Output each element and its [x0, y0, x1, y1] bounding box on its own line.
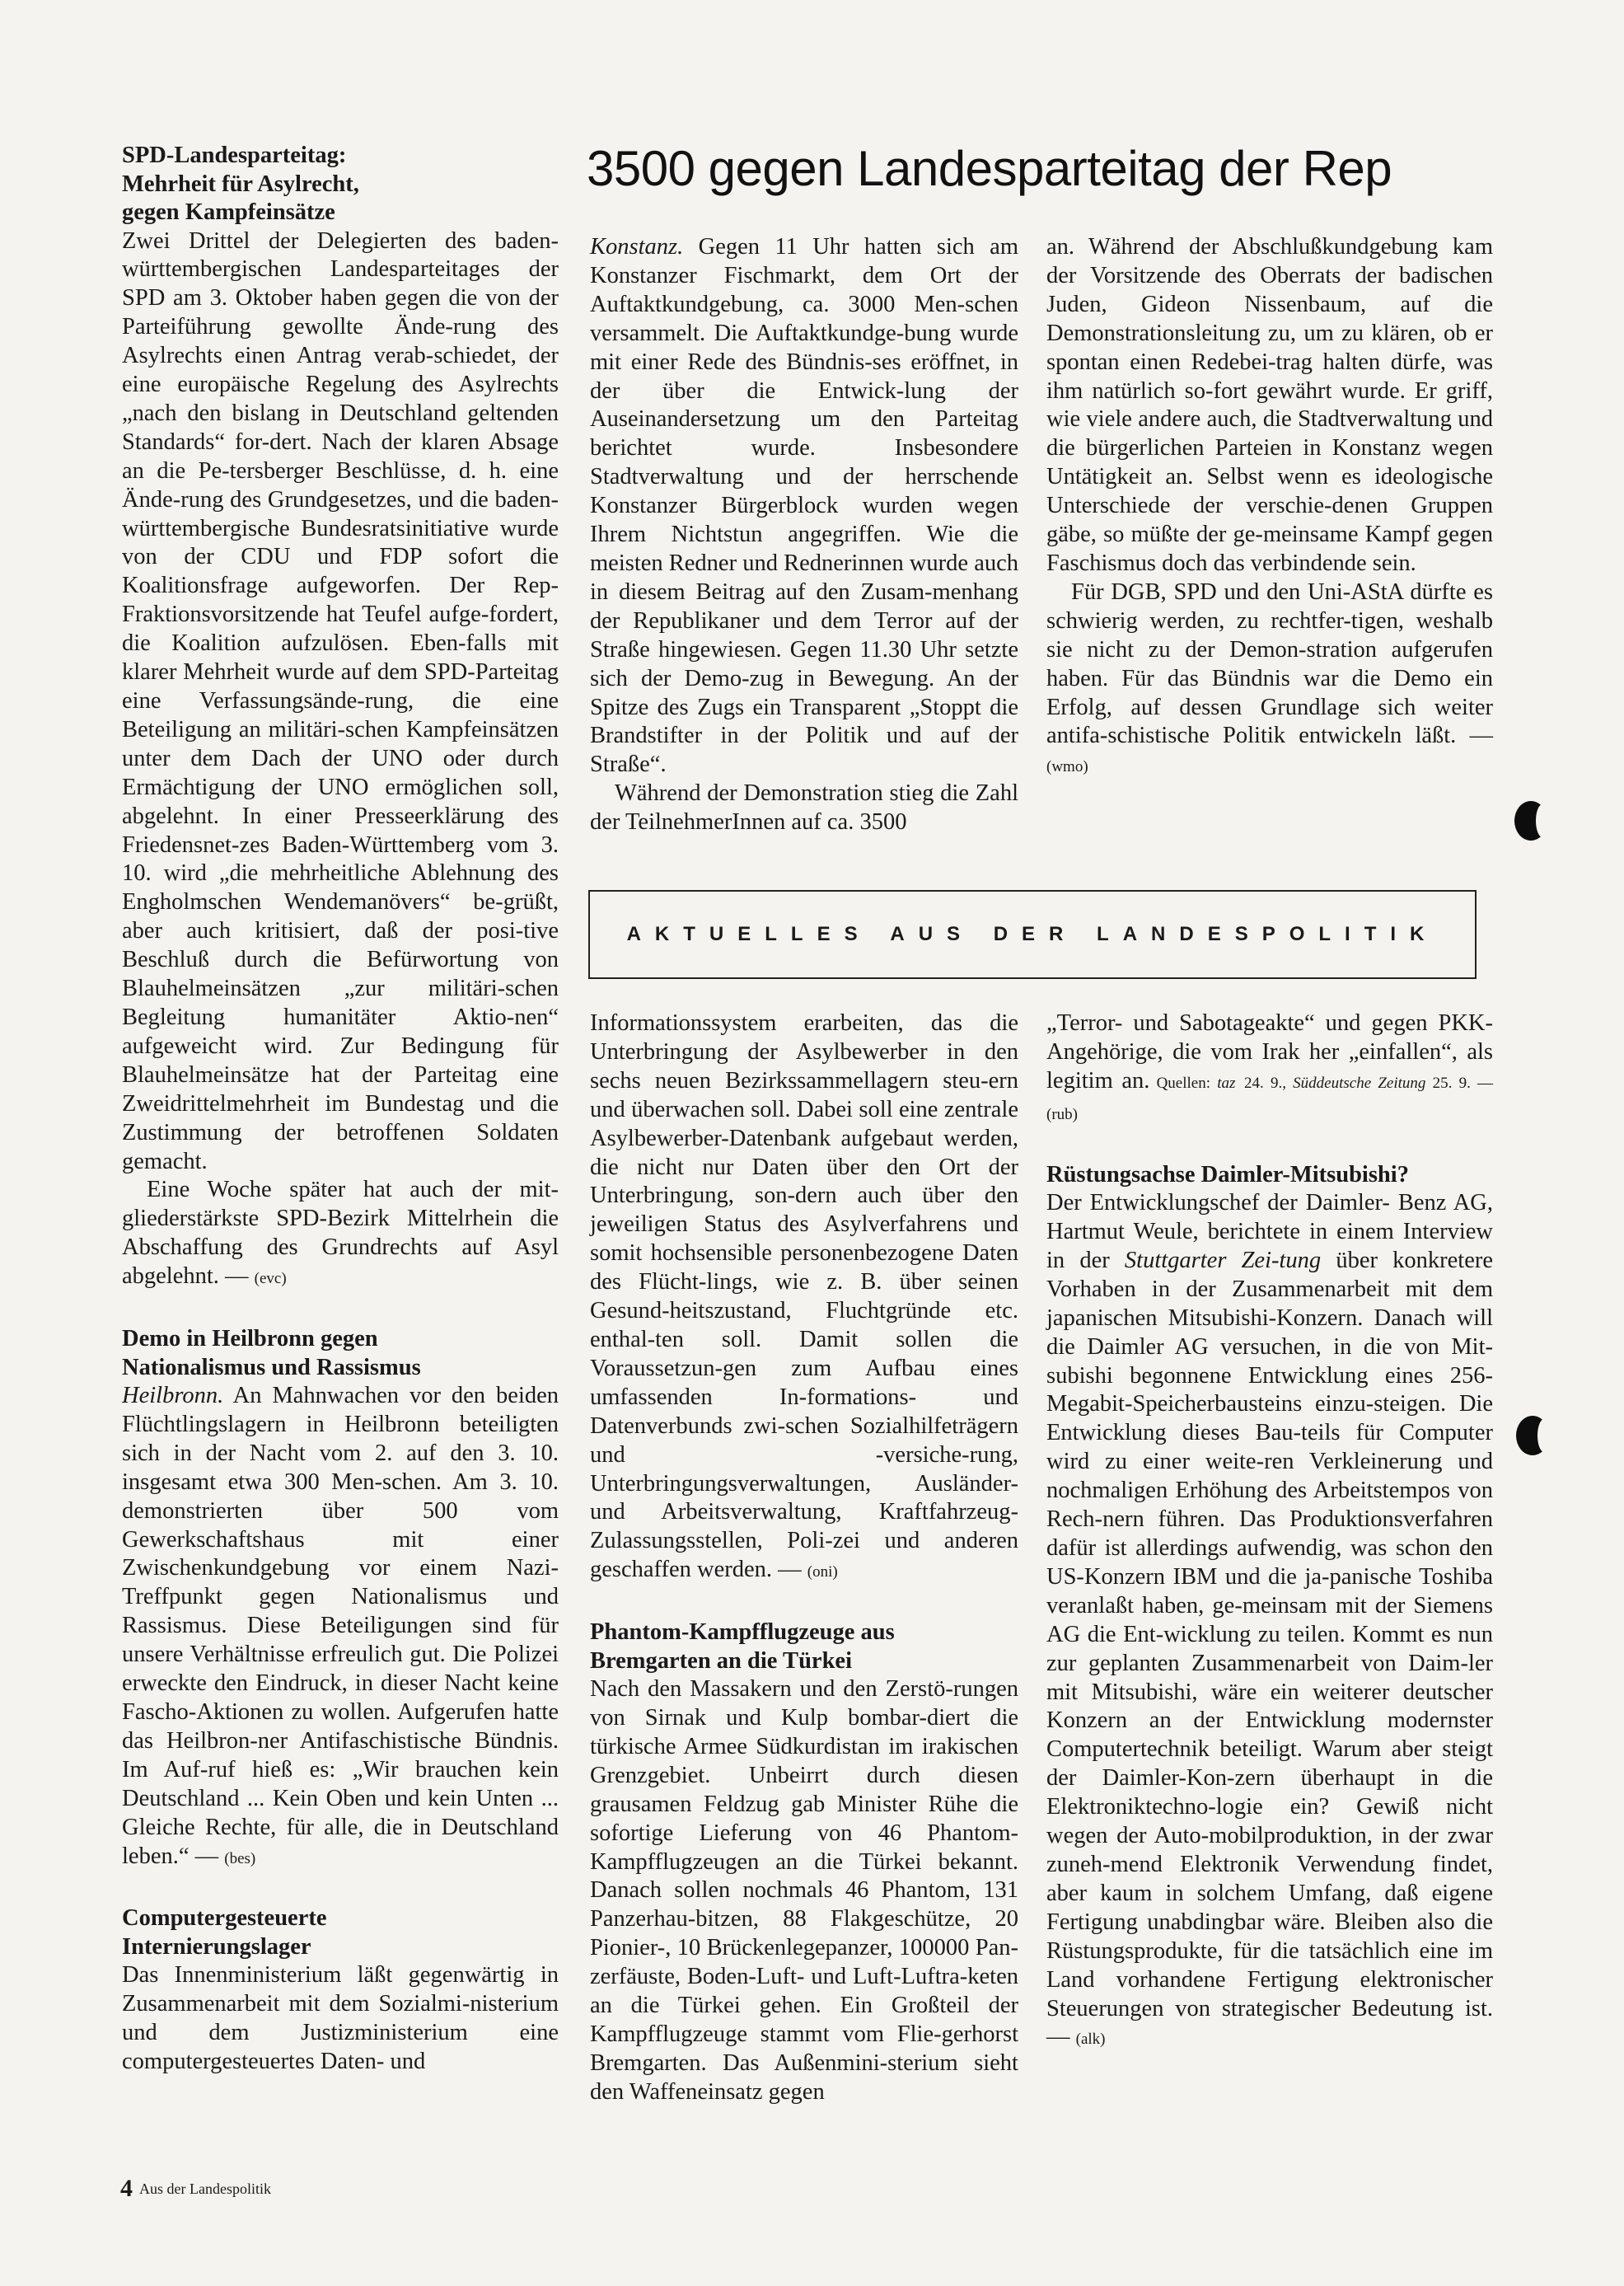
text-line: Kraftfahrzeug-Zulassungsstellen, Poli- [590, 1499, 1018, 1554]
text-line: Während der Demonstration stieg die [615, 780, 969, 807]
punch-hole [1514, 801, 1547, 841]
text-line: wurde von der CDU und FDP sofort die [122, 515, 559, 570]
text-line: ideologische Unterschiede der verschie- [1046, 464, 1493, 519]
column-middle [590, 1009, 1018, 2107]
text-line: einem Interview in der [1046, 1219, 1494, 1273]
author-signature: (wmo) [1046, 758, 1088, 776]
text-line: beiden Flüchtlingslagern in Heilbronn [122, 1383, 559, 1437]
page-footer [120, 2175, 271, 2203]
text-line: menhang der Republikaner und dem [590, 579, 1018, 634]
text-line: UNO ermöglichen soll, abgelehnt. In [122, 774, 559, 829]
text-line: teils für Computer wird zu einer weite- [1046, 1420, 1493, 1475]
text-line: auf die Demonstrationsleitung zu, um [1046, 291, 1494, 346]
text-line: Die Polizei erweckte den Eindruck, in [122, 1642, 559, 1697]
text-line: personenbezogene Daten des Flücht- [590, 1240, 1018, 1295]
text-line: Deutschland ... Kein Oben und kein [122, 1785, 469, 1811]
text-line: ner Antifaschistische Bündnis. Im Auf- [122, 1727, 559, 1782]
text-line: Unterbringung der Asylbewerber in den [590, 1038, 1018, 1065]
text-line: Rassismus. Diese Beteiligungen sind [122, 1613, 512, 1639]
text-line: Parteitag berichtet wurde. Insbesondere [590, 406, 1018, 461]
text-line: württembergischen Landesparteitages [122, 256, 500, 283]
text-line: kam der Vorsitzende des Oberrats der [1046, 234, 1493, 288]
text-line: Bleiben also die Rüstungsprodukte, für [1046, 1909, 1493, 1964]
page-number: 4 [120, 2175, 133, 2202]
text-line: auch in diesem Beitrag auf den Zusam- [590, 550, 1018, 605]
author-signature: (rub) [1046, 1105, 1078, 1123]
text-line: modernster Computertechnik beteiligt. [1046, 1707, 1494, 1763]
text-line: Zwischenkundgebung vor einem Nazi- [122, 1555, 559, 1581]
text-line: ruf hieß es: „Wir brauchen kein [208, 1756, 559, 1782]
footer-label: Aus der Landespolitik [139, 2181, 271, 2197]
text-line: Bündnis war die Demo ein Erfolg, auf [1046, 665, 1494, 720]
text-line: rung des Asylrechts einen Antrag verab- [122, 314, 559, 369]
text-line: Ihrem Nichtstun angegriffen. Wie die [590, 522, 1018, 548]
text-line: nisterium und dem Justizministerium [122, 1991, 559, 2046]
text-line: Konstanzer Bürgerblock wurden wegen [590, 493, 1018, 519]
text-line: württembergische Bundesratsinitiative [122, 515, 489, 541]
article-title: Computergesteuerte Internierungslager [122, 1905, 327, 1960]
text-line: schen. Am 3. 10. demonstrierten über [122, 1469, 559, 1524]
text-line: heitszustand, Fluchtgründe etc. enthal- [590, 1298, 1018, 1352]
text-line: bitzen, 88 Flakgeschütze, 20 Pionier-, [590, 1906, 1018, 1961]
paragraph [1046, 1009, 1493, 1130]
text-line: panische Toshiba veranlaßt haben, ge- [1046, 1563, 1493, 1618]
text-line: „einfallen“, als legitim an. [1046, 1038, 1493, 1094]
text-line: Engholmschen Wendemanövers“ be- [122, 889, 503, 916]
text-line: meisten Redner und Rednerinnen wurde [590, 550, 969, 576]
text-line: SPD-Parteitag eine Verfassungsände- [122, 659, 559, 714]
text-line: die bürgerlichen Parteien in Konstanz [1046, 435, 1421, 461]
text-line: schen Kampfeinsätzen unter dem Dach [122, 716, 559, 771]
author-signature: (oni) [807, 1563, 838, 1581]
text-line: meinsame Kampf gegen Faschismus [1046, 522, 1493, 576]
text-line: tersberger Beschlüsse, d. h. eine Ände- [122, 457, 559, 513]
text-line: wegen Untätigkeit an. Selbst wenn es [1046, 435, 1493, 490]
paragraph [122, 227, 559, 1177]
text-line: nochmals 46 Phantom, 131 Panzerhau- [590, 1877, 1018, 1932]
text-line: Asyl abgelehnt. — [122, 1234, 559, 1290]
text-line: Auftaktkundgebung, ca. 3000 Men- [590, 291, 966, 317]
text-line: beteiligten sich in der Nacht vom 2. auf [122, 1411, 559, 1466]
text-line: PKK-Angehörige, die vom Irak her [1046, 1010, 1493, 1065]
text-line: zu klären, ob er spontan einen Redebei- [1046, 320, 1494, 375]
text-line: den 3. 10. insgesamt etwa 300 Men- [122, 1440, 559, 1495]
text-line: Gegen 11.30 Uhr setzte sich der Demo- [590, 636, 1018, 691]
text-line: im irakischen Grenzgebiet. Unbeirrt [590, 1733, 1018, 1788]
newspaper-name: Stuttgarter Zei- [1124, 1247, 1280, 1273]
text-line: der SPD am 3. Oktober haben gegen die [122, 256, 559, 312]
text-line: 10 Brückenlegepanzer, 100000 Pan- [676, 1935, 1018, 1961]
paragraph [1046, 1189, 1493, 2054]
text-line: gliederstärkste SPD-Bezirk Mittelrhein [122, 1206, 513, 1232]
text-line: einer Presseerklärung des Friedensnet- [122, 803, 559, 858]
text-line: Informationssystem erarbeiten, das die [590, 1010, 1018, 1036]
source-reference: 24. 9., [1243, 1074, 1294, 1092]
text-line: Konstanzer Fischmarkt, dem Ort der [590, 262, 1018, 288]
text-line: Mitsubishi-Konzern. Danach will die [1046, 1305, 1493, 1360]
place-name: Konstanz. [590, 234, 684, 260]
text-line: Für DGB, SPD und den Uni-AStA [1071, 579, 1403, 605]
text-line: deutscher Konzern an der Entwicklung [1046, 1679, 1493, 1734]
text-line: Fertigung elektronischer Steuerungen [1046, 1966, 1493, 2021]
text-line: über den Ort der Unterbringung, son- [590, 1154, 1018, 1209]
paragraph [122, 1961, 559, 2077]
text-line: denen Gruppen gäbe, so müßte der ge- [1046, 493, 1493, 548]
text-line: ern und überwachen soll. Dabei soll [590, 1067, 1018, 1122]
text-line: gen zum Aufbau eines umfassenden In- [590, 1355, 1018, 1410]
text-line: tive Beschluß durch die Befürwortung [122, 918, 559, 973]
article-title: Phantom-Kampfflugzeuge aus Bremgarten an die Türkei [590, 1619, 895, 1674]
text-line: Zusammenarbeit mit dem japanischen [1046, 1276, 1493, 1331]
text-line: 256-Megabit-Speicherbausteins einzu- [1046, 1362, 1494, 1417]
text-line: andere auch, die Stadtverwaltung und [1138, 406, 1493, 433]
article-heilbronn [122, 1325, 559, 1873]
text-line: gerhorst Bremgarten. Das Außenmini- [590, 2021, 1018, 2076]
source-reference: taz [1217, 1074, 1236, 1092]
paragraph [122, 1382, 559, 1873]
source-reference: 25. 9. — [1425, 1074, 1494, 1092]
text-line: aber kaum in solchem Umfang, daß [1046, 1880, 1419, 1906]
text-line: nern führen. Das Produktionsverfahren [1102, 1506, 1493, 1533]
text-line: und die Zustimmung der betroffenen [122, 1090, 559, 1145]
text-line: zug in Bewegung. An der Spitze des [590, 665, 1018, 720]
text-line: für Blauhelmeinsätze hat der Parteitag [122, 1033, 559, 1088]
text-line: diert die türkische Armee Südkurdistan [590, 1705, 1019, 1759]
column-right [1046, 1009, 1493, 2054]
text-line: Koalitionsfrage aufgeworfen. Der Rep- [122, 573, 559, 599]
text-line: für unsere Verhältnisse erfreulich gut. [122, 1613, 559, 1668]
text-line: doch das verbindende sein. [1162, 550, 1416, 576]
text-line: Zwei Drittel der Delegierten des baden- [122, 227, 559, 254]
text-line: dafür ist allerdings aufwendig, was [1046, 1535, 1388, 1561]
source-reference: Quellen: [1149, 1074, 1218, 1092]
text-line: zei und anderen geschaffen werden. — [590, 1528, 1018, 1583]
text-line: eine Zweidrittelmehrheit im Bundestag [122, 1061, 559, 1117]
text-line: in Deutschland leben.“ — [122, 1814, 559, 1869]
column-left [122, 142, 559, 2077]
text-line: Terror auf der Straße hingewiesen. [590, 607, 1018, 663]
text-line: Gegen 11 Uhr hatten sich am [683, 234, 1018, 260]
text-line: schen Sozialhilfeträgern und -versiche- [590, 1412, 1018, 1468]
punch-hole [1516, 1416, 1549, 1455]
text-line: zerfäuste, Boden-Luft- und Luft-Luftra- [590, 1964, 968, 1990]
text-line: meinsam mit der Siemens AG die Ent- [1046, 1592, 1493, 1647]
text-line: tigen, weshalb sie nicht zu der Demon- [1046, 607, 1493, 663]
text-line: Ausländer- und Arbeitsverwaltung, [590, 1470, 1018, 1525]
text-line: nen“ aufgeweicht wird. Zur Bedingung [122, 1004, 559, 1059]
text-line: mend Elektronik Verwendung findet, [1110, 1851, 1493, 1877]
text-line: der UNO oder durch Ermächtigung der [122, 745, 559, 800]
text-line: lung der Auseinandersetzung um den [590, 377, 1018, 433]
text-line: Minister Rühe die sofortige Lieferung [590, 1791, 1019, 1846]
text-line: — [1469, 723, 1493, 749]
source-reference: Süddeutsche Zeitung [1293, 1074, 1426, 1092]
text-line: schen versammelt. Die Auftaktkundge- [590, 291, 1018, 346]
text-line: steigen. Die Entwicklung dieses Bau- [1046, 1391, 1493, 1446]
text-line: rung, die eine Beteiligung an militäri- [122, 688, 559, 742]
text-line: rung des Grundgesetzes, und die baden- [180, 486, 559, 513]
text-line: von strategischer Bedeutung ist. — [1046, 1995, 1494, 2050]
text-line: sechs neuen Bezirkssammellagern steu- [590, 1067, 989, 1094]
text-line: „Terror- und Sabotageakte“ und gegen [1046, 1010, 1428, 1036]
text-line: zes Baden-Württemberg vom 3. 10. [122, 831, 559, 887]
text-line: ses eröffnet, in der über die Entwick- [590, 349, 1018, 404]
text-line: ler mit Mitsubishi, wäre ein weiterer [1046, 1650, 1493, 1705]
text-line: wicklung zu teilen. Kommt es nun zur [1046, 1621, 1493, 1676]
section-banner [588, 890, 1477, 979]
text-line: ten soll. Damit sollen die Voraussetzun- [590, 1326, 1018, 1381]
author-signature: (alk) [1075, 2031, 1106, 2049]
text-line: mobilproduktion, in der zwar zuneh- [1046, 1823, 1493, 1877]
text-line: über konkretere Vorhaben in der [1046, 1247, 1493, 1302]
text-line: dert. Nach der klaren Absage an die Pe- [122, 429, 559, 484]
article-konstanz-col2 [1046, 233, 1493, 782]
text-line: Warum aber steigt der Daimler-Kon- [1046, 1736, 1494, 1792]
author-signature: (evc) [254, 1270, 287, 1288]
text-line: 500 vom Gewerkschaftshaus mit einer [122, 1497, 559, 1553]
text-line: Asylverfahrens und somit hochsensible [590, 1211, 1018, 1267]
text-line: fort gewährt wurde. Er griff, wie viele [1046, 377, 1493, 433]
text-line: Das Innenministerium läßt gegenwärtig [122, 1962, 525, 1989]
article-title: Rüstungsachse Daimler-Mitsubishi? [1046, 1161, 1409, 1188]
text-line: eine zentrale Asylbewerber-Datenbank [590, 1096, 1018, 1151]
article-spd [122, 142, 559, 1294]
text-line: sterium sieht den Waffeneinsatz gegen [590, 2049, 1018, 2105]
text-line: schen Begleitung humanitäter Aktio- [122, 976, 559, 1030]
text-line: Straße“. [590, 752, 667, 778]
text-line: schon den US-Konzern IBM und die ja- [1046, 1535, 1493, 1590]
paragraph [1046, 233, 1493, 579]
text-line: Treffpunkt gegen Nationalismus und [122, 1584, 559, 1610]
text-line: dürfte es schwierig werden, zu rechtfer- [1046, 579, 1494, 634]
text-line: zern überhaupt in die Elektroniktechno- [1046, 1765, 1493, 1820]
text-line: Erhöhung des Arbeitstempos von Rech- [1046, 1478, 1494, 1533]
text-line: An Mahnwachen vor den [223, 1383, 486, 1409]
text-line: der Kampfflugzeuge stammt vom Flie- [590, 1993, 1019, 2047]
paragraph [590, 233, 1018, 780]
text-line: Deutschland geltenden Standards“ for- [122, 400, 559, 455]
text-line: rung, Unterbringungsverwaltungen, [590, 1441, 1018, 1497]
text-line: Stadtverwaltung und der herrschende [590, 464, 1018, 490]
text-line: wollen. Aufgerufen hatte das Heilbron- [122, 1699, 559, 1754]
text-line: falls mit klarer Mehrheit wurde auf dem [122, 630, 559, 686]
text-line: geplanten Zusammenarbeit von Daim- [1088, 1650, 1468, 1676]
text-line: formations- und Datenverbunds zwi- [590, 1384, 1018, 1439]
text-line: wird „die mehrheitliche Ablehnung des [163, 860, 559, 887]
text-line: von der Parteiführung gewollte Ände- [122, 285, 559, 340]
newspaper-name: tung [1279, 1247, 1322, 1273]
text-line: die Türkei bekannt. Danach sollen [590, 1848, 1018, 1904]
text-line: ren Verkleinerung und nochmaligen [1046, 1449, 1493, 1504]
article-title: Demo in Heilbronn gegen Nationalismus und Rassismus [122, 1326, 421, 1380]
text-line: an. Während der Abschlußkundgebung [1046, 234, 1439, 260]
text-line: dessen Grundlage sich weiter antifa- [1046, 694, 1494, 749]
text-line: rungen von Sirnak und Kulp bombar- [590, 1676, 1018, 1731]
text-line: trag halten dürfe, was ihm natürlich so- [1046, 349, 1493, 404]
text-line: von 46 Phantom-Kampfflugzeugen an [590, 1820, 1018, 1875]
text-line: schistische Politik entwickeln läßt. [1107, 723, 1457, 749]
text-line: Zugs ein Transparent „Stoppt die [697, 694, 1019, 720]
text-line: Unten ... Gleiche Rechte, für alle, die [122, 1785, 559, 1840]
text-line: durch diesen grausamen Feldzug gab [590, 1762, 1018, 1817]
paragraph [590, 1675, 1018, 2107]
text-line: die Abschaffung des Grundrechts auf [122, 1206, 559, 1261]
text-line: aufgebaut werden, die nicht nur Daten [590, 1125, 1018, 1180]
paragraph [1046, 579, 1493, 782]
text-line: lings, wie z. B. über seinen Gesund- [590, 1269, 1018, 1324]
text-line: von Blauhelmeinsätzen „zur militäri- [122, 947, 559, 1002]
article-title: SPD-Landesparteitag: Mehrheit für Asylrecht, gegen Kampfeinsätze [122, 143, 359, 225]
article-phantom [590, 1618, 1018, 2107]
text-line: Benz AG, Hartmut Weule, berichtete in [1046, 1190, 1493, 1245]
text-line: Brandstifter in der Politik und auf der [590, 723, 1018, 749]
text-line: subishi begonnene Entwicklung eines [1046, 1362, 1434, 1389]
text-line: Eine Woche später hat auch der mit- [147, 1177, 559, 1203]
text-line: Daimler AG versuchen, in die von Mit- [1087, 1333, 1494, 1360]
text-line: die tatsächlich eine im Land vorhandene [1046, 1937, 1494, 1993]
text-line: stration aufgerufen haben. Für das [1046, 636, 1493, 691]
paragraph [590, 1009, 1018, 1587]
text-line: grüßt, aber auch kritisiert, daß der posi- [122, 889, 559, 944]
text-line: logie ein? Gewiß nicht wegen der Auto- [1046, 1794, 1493, 1849]
text-line: eine computergesteuertes Daten- und [122, 2020, 559, 2075]
text-line: in Zusammenarbeit mit dem Sozialmi- [122, 1962, 559, 2017]
text-line: badischen Juden, Gideon Nissenbaum, [1046, 262, 1493, 317]
text-line: Nach den Massakern und den Zerstö- [590, 1676, 953, 1703]
paragraph [122, 1176, 559, 1294]
text-line: bung wurde mit einer Rede des Bündnis- [590, 320, 1018, 375]
text-line: fordert, die Koalition aufzulösen. Eben- [122, 602, 559, 657]
text-line: schiedet, der eine europäische Regelung [122, 343, 559, 398]
text-line: dern auch über den jeweiligen Status des [590, 1183, 1018, 1238]
text-line: Der Entwicklungschef der Daimler- [1046, 1190, 1390, 1216]
place-name: Heilbronn. [122, 1383, 224, 1409]
paragraph [590, 780, 1018, 837]
text-line: Fraktionsvorsitzende hat Teufel aufge- [122, 602, 489, 628]
article-internierung [122, 1904, 559, 2077]
text-line: dieser Nacht keine Fascho-Aktionen zu [122, 1670, 559, 1725]
article-daimler [1046, 1161, 1493, 2055]
article-konstanz-col1 [590, 233, 1018, 837]
text-line: Soldaten gemacht. [122, 1119, 559, 1174]
page-headline: 3500 gegen Landesparteitag der Rep [587, 141, 1392, 196]
text-line: des Asylrechts „nach den bislang in [122, 372, 559, 426]
text-line: eigene Fertigung unabdingbar wäre. [1046, 1880, 1493, 1935]
text-line: keten an die Türkei gehen. Ein Großteil [590, 1964, 1018, 2019]
section-title: AKTUELLES AUS DER LANDESPOLITIK [626, 923, 1439, 945]
author-signature: (bes) [224, 1849, 256, 1867]
text-line: Zahl der TeilnehmerInnen auf ca. 3500 [590, 780, 1018, 836]
